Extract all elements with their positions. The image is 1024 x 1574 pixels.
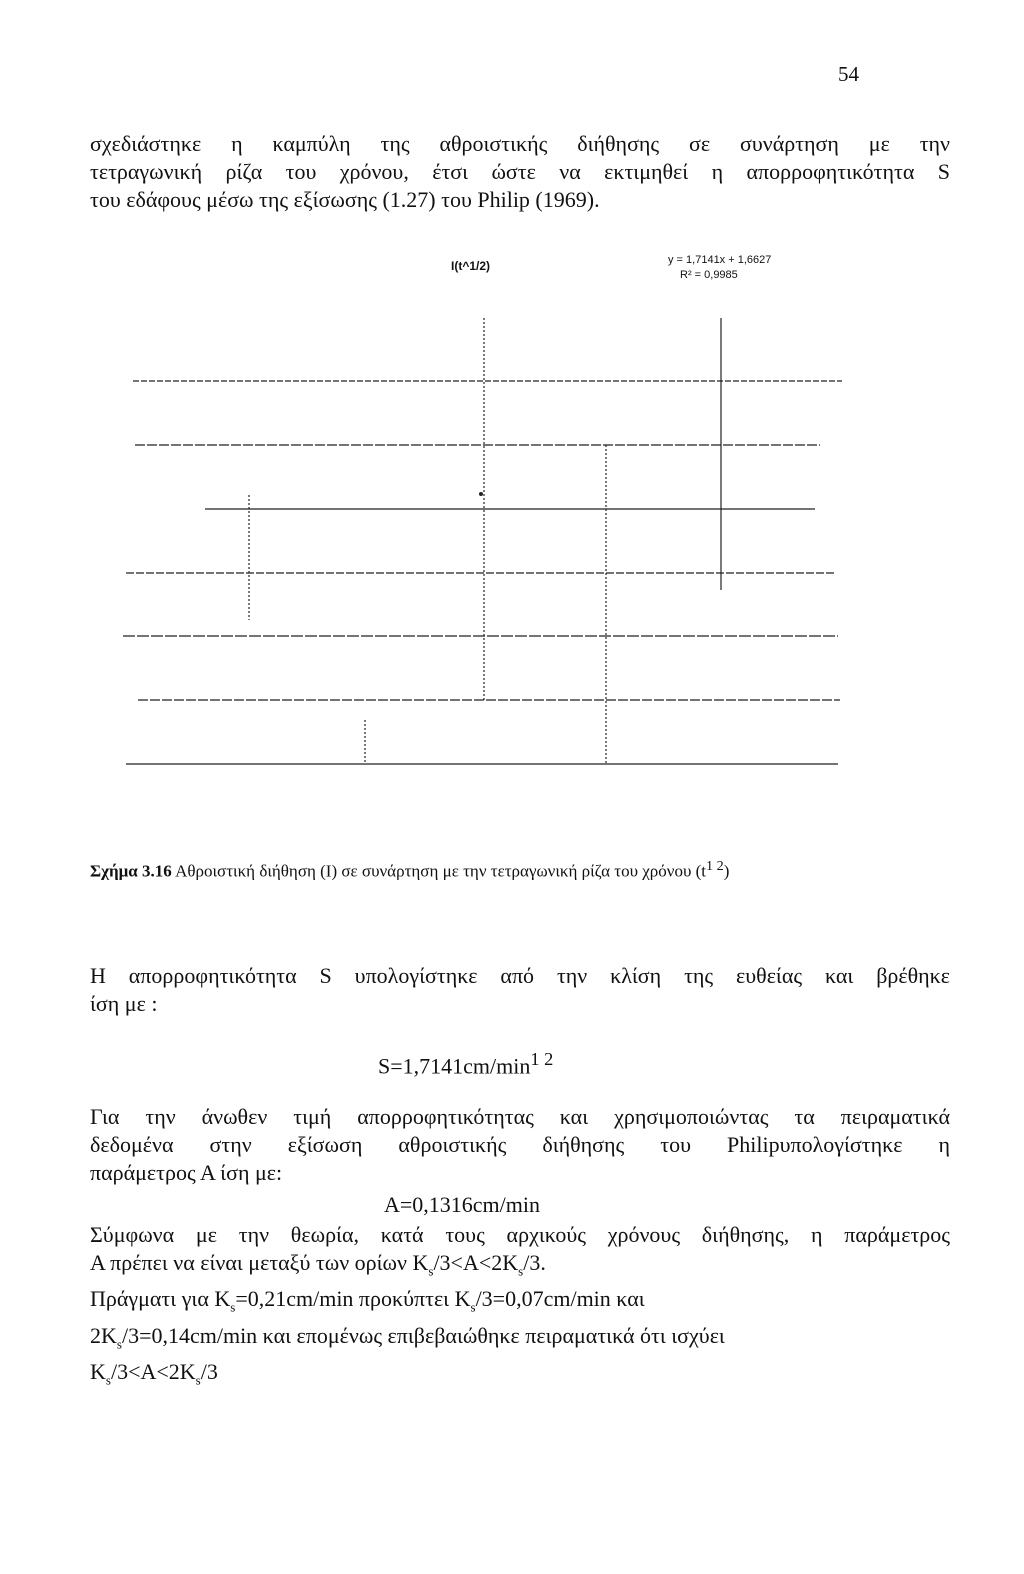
page-number: 54	[838, 62, 859, 86]
p3l3-a: Πράγματι για K	[90, 1286, 231, 1312]
para1-line-1: Η απορροφητικότητα S υπολογίστηκε από την κλίση της ευθείας και βρέθηκε	[90, 963, 950, 988]
figure-caption	[90, 858, 729, 882]
para3-line-1: Σύμφωνα με την θεωρία, κατά τους αρχικούς χρόνους διήθησης, η παράμετρος	[90, 1222, 950, 1247]
intro-paragraph	[90, 130, 950, 214]
p3l2-c: /3.	[523, 1250, 546, 1275]
para3-line-3	[90, 1285, 950, 1321]
para2-line-3: παράμετρος Α ίση με:	[90, 1160, 283, 1185]
para2-line-2: δεδομένα στην εξίσωση αθροιστικής διήθησης του Philipυπολογίστηκε η	[90, 1132, 950, 1157]
intro-line-3: του εδάφους μέσω της εξίσωσης (1.27) του Philip (1969).	[90, 187, 600, 212]
paragraph-3	[90, 1221, 950, 1395]
sub-s: s	[195, 1372, 201, 1388]
formula-s-sup: 1 2	[530, 1049, 554, 1069]
trendline-equation	[668, 253, 771, 283]
p3l3-b: =0,21cm/min προκύπτει K	[235, 1286, 471, 1312]
sub-s: s	[518, 1263, 524, 1279]
formula-s-main: S=1,7141cm/min	[378, 1053, 531, 1079]
paragraph-1	[90, 962, 950, 1018]
para3-line-2	[90, 1249, 950, 1285]
p3l2-b: /3<A<2K	[433, 1250, 519, 1275]
para2-line-1: Για την άνωθεν τιμή απορροφητικότητας και χρησιμοποιώντας τα πειραματικά	[90, 1104, 950, 1129]
equation-text: y = 1,7141x + 1,6627	[668, 254, 772, 266]
r-squared-text: R² = 0,9985	[680, 269, 738, 281]
p3l5-b: /3<A<2K	[110, 1359, 196, 1385]
para3-line-5	[90, 1358, 950, 1394]
p3l4-b: /3=0,14cm/min και επομένως επιβεβαιώθηκε πειραματικά ότι ισχύει	[121, 1322, 725, 1348]
p3l5-c: /3	[200, 1359, 218, 1385]
caption-text: Αθροιστική διήθηση (I) σε συνάρτηση με την τετραγωνική ρίζα του χρόνου (t	[175, 861, 707, 881]
p3l3-c: /3=0,07cm/min και	[475, 1286, 645, 1312]
intro-line-2: τετραγωνική ρίζα του χρόνου, έτσι ώστε να εκτιμηθεί η απορροφητικότητα S	[90, 159, 950, 184]
p3l4-a: 2K	[90, 1322, 117, 1348]
p3l5-a: K	[90, 1359, 106, 1385]
sub-s: s	[470, 1299, 476, 1315]
sub-s: s	[230, 1299, 236, 1315]
para1-line-2: ίση με :	[90, 991, 158, 1016]
sub-s: s	[428, 1263, 434, 1279]
data-point	[479, 492, 483, 496]
chart-y-label: I(t^1/2)	[451, 259, 491, 273]
para3-line-4	[90, 1322, 950, 1358]
caption-sup: 1 2	[706, 858, 724, 874]
caption-label: Σχήμα 3.16	[90, 861, 172, 881]
sub-s: s	[116, 1336, 122, 1352]
sub-s: s	[105, 1372, 111, 1388]
p3l2-a: Α πρέπει να είναι μεταξύ των ορίων K	[90, 1250, 429, 1275]
caption-close: )	[723, 861, 730, 881]
formula-a: A=0,1316cm/min	[384, 1192, 541, 1217]
intro-line-1: σχεδιάστηκε η καμπύλη της αθροιστικής διήθησης σε συνάρτηση με την	[90, 131, 950, 156]
formula-s	[378, 1049, 553, 1079]
paragraph-2	[90, 1103, 950, 1187]
